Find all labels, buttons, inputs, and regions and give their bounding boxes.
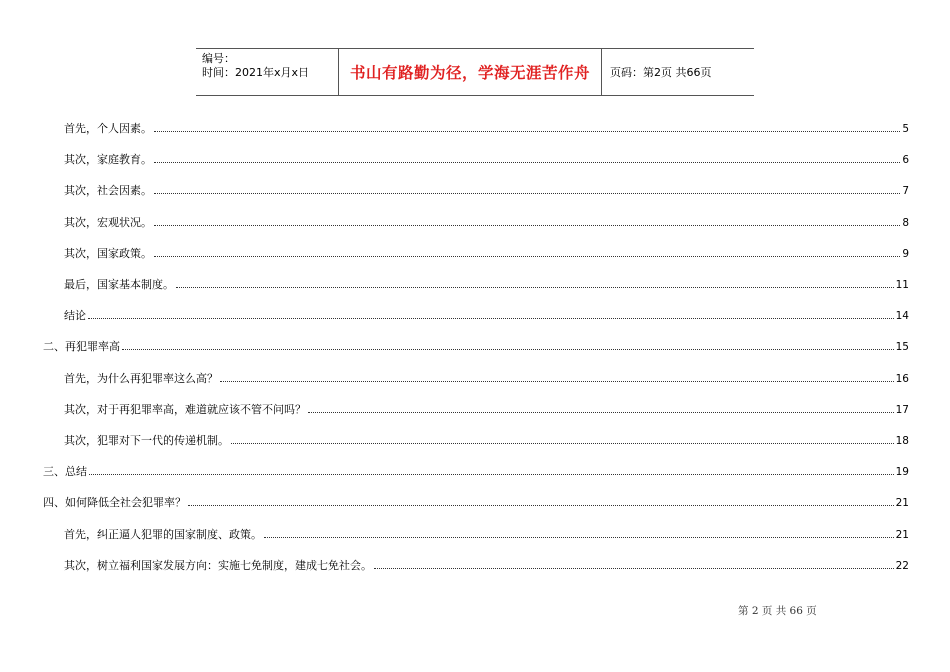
toc-leader-dots — [264, 537, 894, 538]
toc-leader-dots — [374, 568, 894, 569]
toc-leader-dots — [154, 256, 900, 257]
toc-entry[interactable] — [64, 215, 909, 231]
toc-leader-dots — [154, 131, 900, 132]
toc-entry[interactable] — [64, 183, 909, 199]
toc-leader-dots — [220, 381, 894, 382]
toc-entry[interactable] — [64, 371, 909, 387]
toc-leader-dots — [154, 162, 900, 163]
toc-leader-dots — [88, 318, 894, 319]
toc-leader-dots — [308, 412, 894, 413]
toc-entry-title: 首先，为什么再犯罪率这么高？ — [64, 371, 218, 385]
toc-entry-page-number: 14 — [895, 310, 909, 323]
toc-entry-title: 其次，犯罪对下一代的传递机制。 — [64, 434, 229, 447]
toc-entry[interactable] — [64, 246, 909, 262]
toc-leader-dots — [231, 443, 894, 444]
toc-entry[interactable] — [64, 558, 909, 574]
toc-entry[interactable] — [64, 527, 909, 543]
page-header — [196, 48, 754, 96]
toc-entry-page-number: 21 — [895, 497, 909, 510]
toc-entry-page-number: 18 — [895, 435, 909, 447]
toc-entry-page-number: 16 — [895, 372, 909, 385]
toc-entry-page-number: 9 — [902, 247, 909, 260]
toc-entry-title: 首先，个人因素。 — [64, 122, 152, 135]
toc-leader-dots — [122, 349, 894, 350]
toc-entry[interactable] — [64, 433, 909, 449]
toc-entry-page-number: 22 — [895, 559, 909, 572]
toc-entry-page-number: 21 — [895, 528, 909, 541]
toc-entry-title: 结论 — [64, 309, 86, 323]
toc-leader-dots — [89, 474, 894, 475]
toc-entry-page-number: 19 — [895, 466, 909, 479]
toc-entry-page-number: 11 — [895, 279, 909, 291]
toc-leader-dots — [176, 287, 894, 288]
toc-entry[interactable] — [64, 402, 909, 418]
toc-leader-dots — [154, 225, 900, 226]
header-page-info: 页码：第2页 共66页 — [610, 66, 712, 79]
page-footer: 第 2 页 共 66 页 — [738, 605, 817, 617]
toc-entry-title: 三、总结 — [43, 465, 87, 479]
toc-entry[interactable] — [43, 495, 909, 511]
toc-entry-title: 其次，对于再犯罪率高，难道就应该不管不问吗？ — [64, 402, 306, 416]
toc-entry[interactable] — [64, 277, 909, 293]
toc-entry-page-number: 17 — [895, 403, 909, 416]
toc-entry[interactable] — [64, 152, 909, 168]
toc-entry[interactable] — [64, 121, 909, 137]
toc-entry-title: 二、再犯罪率高 — [43, 340, 120, 354]
toc-entry-title: 最后，国家基本制度。 — [64, 278, 174, 291]
header-time-label: 时间：2021年x月x日 — [202, 66, 310, 79]
toc-entry[interactable] — [43, 464, 909, 480]
toc-entry[interactable] — [64, 308, 909, 324]
toc-entry-title: 其次，社会因素。 — [64, 184, 152, 198]
toc-entry-title: 其次，宏观状况。 — [64, 215, 152, 229]
toc-entry-page-number: 15 — [895, 341, 909, 354]
header-number-label: 编号： — [202, 52, 235, 65]
toc-entry-page-number: 8 — [902, 216, 909, 229]
toc-entry-title: 其次，树立福利国家发展方向：实施七免制度，建成七免社会。 — [64, 558, 372, 572]
toc-entry-title: 其次，家庭教育。 — [64, 153, 152, 167]
header-motto: 书山有路勤为径，学海无涯苦作舟 — [338, 49, 602, 95]
toc-entry-title: 四、如何降低全社会犯罪率？ — [43, 496, 186, 510]
toc-entry-page-number: 6 — [902, 154, 909, 167]
toc-entry-page-number: 5 — [902, 123, 909, 135]
toc-entry-page-number: 7 — [902, 185, 909, 198]
toc-entry-title: 其次，国家政策。 — [64, 246, 152, 260]
toc-leader-dots — [188, 505, 894, 506]
toc-entry-title: 首先，纠正逼人犯罪的国家制度、政策。 — [64, 527, 262, 541]
header-meta — [196, 49, 338, 95]
toc-leader-dots — [154, 193, 900, 194]
toc-entry[interactable] — [43, 339, 909, 355]
